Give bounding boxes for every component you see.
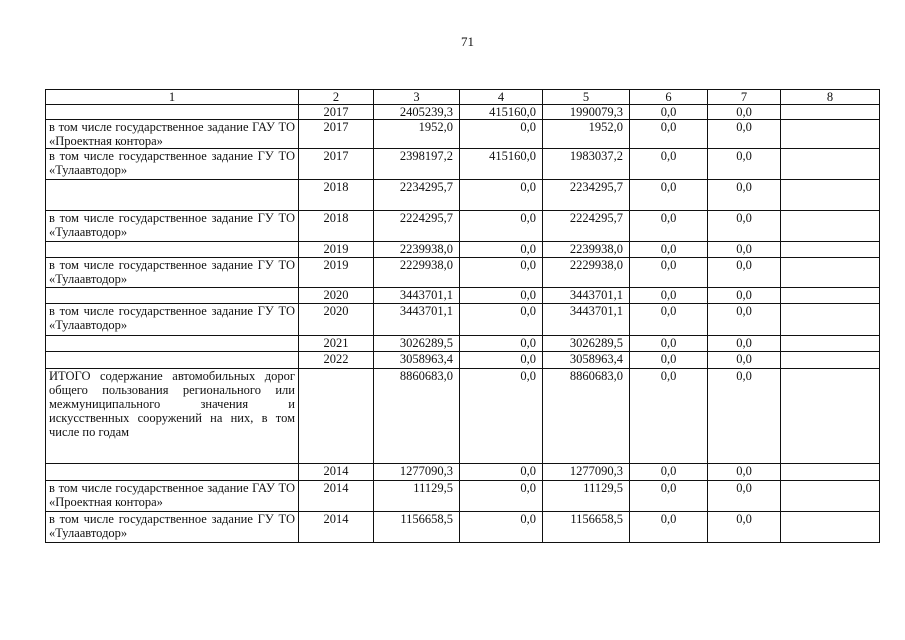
cell-col7: 0,0: [708, 464, 781, 481]
cell-col5: 1952,0: [543, 120, 630, 149]
cell-col6: 0,0: [630, 352, 708, 369]
cell-col7: 0,0: [708, 352, 781, 369]
column-header: 7: [708, 90, 781, 105]
cell-col6: 0,0: [630, 288, 708, 304]
table-row: [46, 242, 880, 258]
row-year: 2020: [299, 288, 374, 304]
row-description: [46, 105, 299, 120]
cell-col6: 0,0: [630, 304, 708, 336]
column-header: 8: [781, 90, 880, 105]
cell-col8: [781, 336, 880, 352]
cell-col3: 3443701,1: [374, 304, 460, 336]
cell-col7: 0,0: [708, 149, 781, 180]
cell-col8: [781, 149, 880, 180]
table-row: [46, 304, 880, 336]
column-header: 6: [630, 90, 708, 105]
cell-col3: 8860683,0: [374, 369, 460, 464]
cell-col8: [781, 481, 880, 512]
cell-col5: 1156658,5: [543, 512, 630, 543]
cell-col7: 0,0: [708, 369, 781, 464]
cell-col5: 2234295,7: [543, 180, 630, 211]
cell-col8: [781, 242, 880, 258]
cell-col4: 0,0: [460, 481, 543, 512]
row-description: в том числе государственное задание ГАУ ТО «Проектная контора»: [46, 481, 299, 512]
cell-col6: 0,0: [630, 242, 708, 258]
cell-col6: 0,0: [630, 258, 708, 288]
budget-table: [45, 89, 880, 543]
row-description: в том числе государственное задание ГУ ТО «Тулаавтодор»: [46, 149, 299, 180]
row-year: 2014: [299, 481, 374, 512]
row-description: в том числе государственное задание ГУ ТО «Тулаавтодор»: [46, 258, 299, 288]
cell-col5: 8860683,0: [543, 369, 630, 464]
cell-col4: 0,0: [460, 352, 543, 369]
row-description: в том числе государственное задание ГУ ТО «Тулаавтодор»: [46, 512, 299, 543]
cell-col5: 3058963,4: [543, 352, 630, 369]
column-header: 5: [543, 90, 630, 105]
cell-col3: 3058963,4: [374, 352, 460, 369]
cell-col7: 0,0: [708, 211, 781, 242]
cell-col5: 1990079,3: [543, 105, 630, 120]
cell-col5: 2224295,7: [543, 211, 630, 242]
cell-col5: 3443701,1: [543, 288, 630, 304]
row-description: [46, 288, 299, 304]
cell-col6: 0,0: [630, 464, 708, 481]
cell-col8: [781, 352, 880, 369]
table-row: [46, 369, 880, 464]
cell-col5: 3026289,5: [543, 336, 630, 352]
cell-col8: [781, 211, 880, 242]
cell-col4: 0,0: [460, 512, 543, 543]
cell-col8: [781, 288, 880, 304]
cell-col3: 2224295,7: [374, 211, 460, 242]
page-number: 71: [461, 34, 474, 49]
table-row: [46, 512, 880, 543]
row-description: [46, 180, 299, 211]
cell-col7: 0,0: [708, 258, 781, 288]
row-description: [46, 336, 299, 352]
column-header: 2: [299, 90, 374, 105]
cell-col3: 1277090,3: [374, 464, 460, 481]
cell-col5: 3443701,1: [543, 304, 630, 336]
cell-col5: 2229938,0: [543, 258, 630, 288]
cell-col4: 0,0: [460, 242, 543, 258]
cell-col4: 0,0: [460, 258, 543, 288]
cell-col8: [781, 180, 880, 211]
cell-col8: [781, 512, 880, 543]
row-description: [46, 242, 299, 258]
cell-col3: 3443701,1: [374, 288, 460, 304]
cell-col8: [781, 304, 880, 336]
cell-col3: 1952,0: [374, 120, 460, 149]
table-row: [46, 481, 880, 512]
cell-col6: 0,0: [630, 120, 708, 149]
cell-col8: [781, 105, 880, 120]
cell-col6: 0,0: [630, 481, 708, 512]
table-row: [46, 120, 880, 149]
table-row: [46, 352, 880, 369]
cell-col3: 2229938,0: [374, 258, 460, 288]
row-year: 2017: [299, 120, 374, 149]
row-year: 2020: [299, 304, 374, 336]
cell-col3: 1156658,5: [374, 512, 460, 543]
cell-col4: 415160,0: [460, 105, 543, 120]
cell-col4: 0,0: [460, 336, 543, 352]
row-description: в том числе государственное задание ГУ ТО «Тулаавтодор»: [46, 304, 299, 336]
cell-col6: 0,0: [630, 512, 708, 543]
cell-col8: [781, 464, 880, 481]
table-row: [46, 336, 880, 352]
cell-col4: 0,0: [460, 464, 543, 481]
cell-col3: 2398197,2: [374, 149, 460, 180]
table-row: [46, 258, 880, 288]
cell-col8: [781, 369, 880, 464]
row-year: 2019: [299, 242, 374, 258]
cell-col4: 0,0: [460, 180, 543, 211]
cell-col4: 0,0: [460, 211, 543, 242]
row-year: [299, 369, 374, 464]
cell-col6: 0,0: [630, 149, 708, 180]
cell-col4: 0,0: [460, 120, 543, 149]
cell-col7: 0,0: [708, 105, 781, 120]
cell-col8: [781, 258, 880, 288]
cell-col3: 2234295,7: [374, 180, 460, 211]
cell-col7: 0,0: [708, 336, 781, 352]
row-year: 2022: [299, 352, 374, 369]
cell-col5: 1277090,3: [543, 464, 630, 481]
cell-col5: 11129,5: [543, 481, 630, 512]
row-year: 2017: [299, 149, 374, 180]
cell-col7: 0,0: [708, 180, 781, 211]
column-header: 4: [460, 90, 543, 105]
cell-col3: 11129,5: [374, 481, 460, 512]
column-header: 3: [374, 90, 460, 105]
cell-col7: 0,0: [708, 288, 781, 304]
table-header-row: [46, 90, 880, 105]
row-year: 2017: [299, 105, 374, 120]
row-year: 2014: [299, 512, 374, 543]
cell-col7: 0,0: [708, 242, 781, 258]
cell-col6: 0,0: [630, 336, 708, 352]
cell-col5: 2239938,0: [543, 242, 630, 258]
cell-col5: 1983037,2: [543, 149, 630, 180]
cell-col4: 0,0: [460, 369, 543, 464]
cell-col7: 0,0: [708, 481, 781, 512]
row-description: в том числе государственное задание ГУ ТО «Тулаавтодор»: [46, 211, 299, 242]
table-row: [46, 149, 880, 180]
cell-col6: 0,0: [630, 211, 708, 242]
cell-col6: 0,0: [630, 105, 708, 120]
cell-col6: 0,0: [630, 180, 708, 211]
cell-col6: 0,0: [630, 369, 708, 464]
row-description: [46, 464, 299, 481]
table-row: [46, 105, 880, 120]
row-description: в том числе государственное задание ГАУ ТО «Проектная контора»: [46, 120, 299, 149]
cell-col3: 3026289,5: [374, 336, 460, 352]
cell-col8: [781, 120, 880, 149]
row-year: 2019: [299, 258, 374, 288]
row-description: [46, 352, 299, 369]
cell-col3: 2405239,3: [374, 105, 460, 120]
row-year: 2014: [299, 464, 374, 481]
column-header: 1: [46, 90, 299, 105]
cell-col7: 0,0: [708, 120, 781, 149]
row-description: ИТОГО содержание автомобильных дорог общего пользования регионального или межмуниципального значения и искусственных сооружений на них, в том числе по годам: [46, 369, 299, 464]
cell-col7: 0,0: [708, 512, 781, 543]
row-year: 2018: [299, 211, 374, 242]
table-row: [46, 180, 880, 211]
cell-col4: 0,0: [460, 288, 543, 304]
cell-col4: 415160,0: [460, 149, 543, 180]
table-row: [46, 211, 880, 242]
table-row: [46, 288, 880, 304]
table-row: [46, 464, 880, 481]
cell-col3: 2239938,0: [374, 242, 460, 258]
row-year: 2018: [299, 180, 374, 211]
cell-col7: 0,0: [708, 304, 781, 336]
row-year: 2021: [299, 336, 374, 352]
cell-col4: 0,0: [460, 304, 543, 336]
